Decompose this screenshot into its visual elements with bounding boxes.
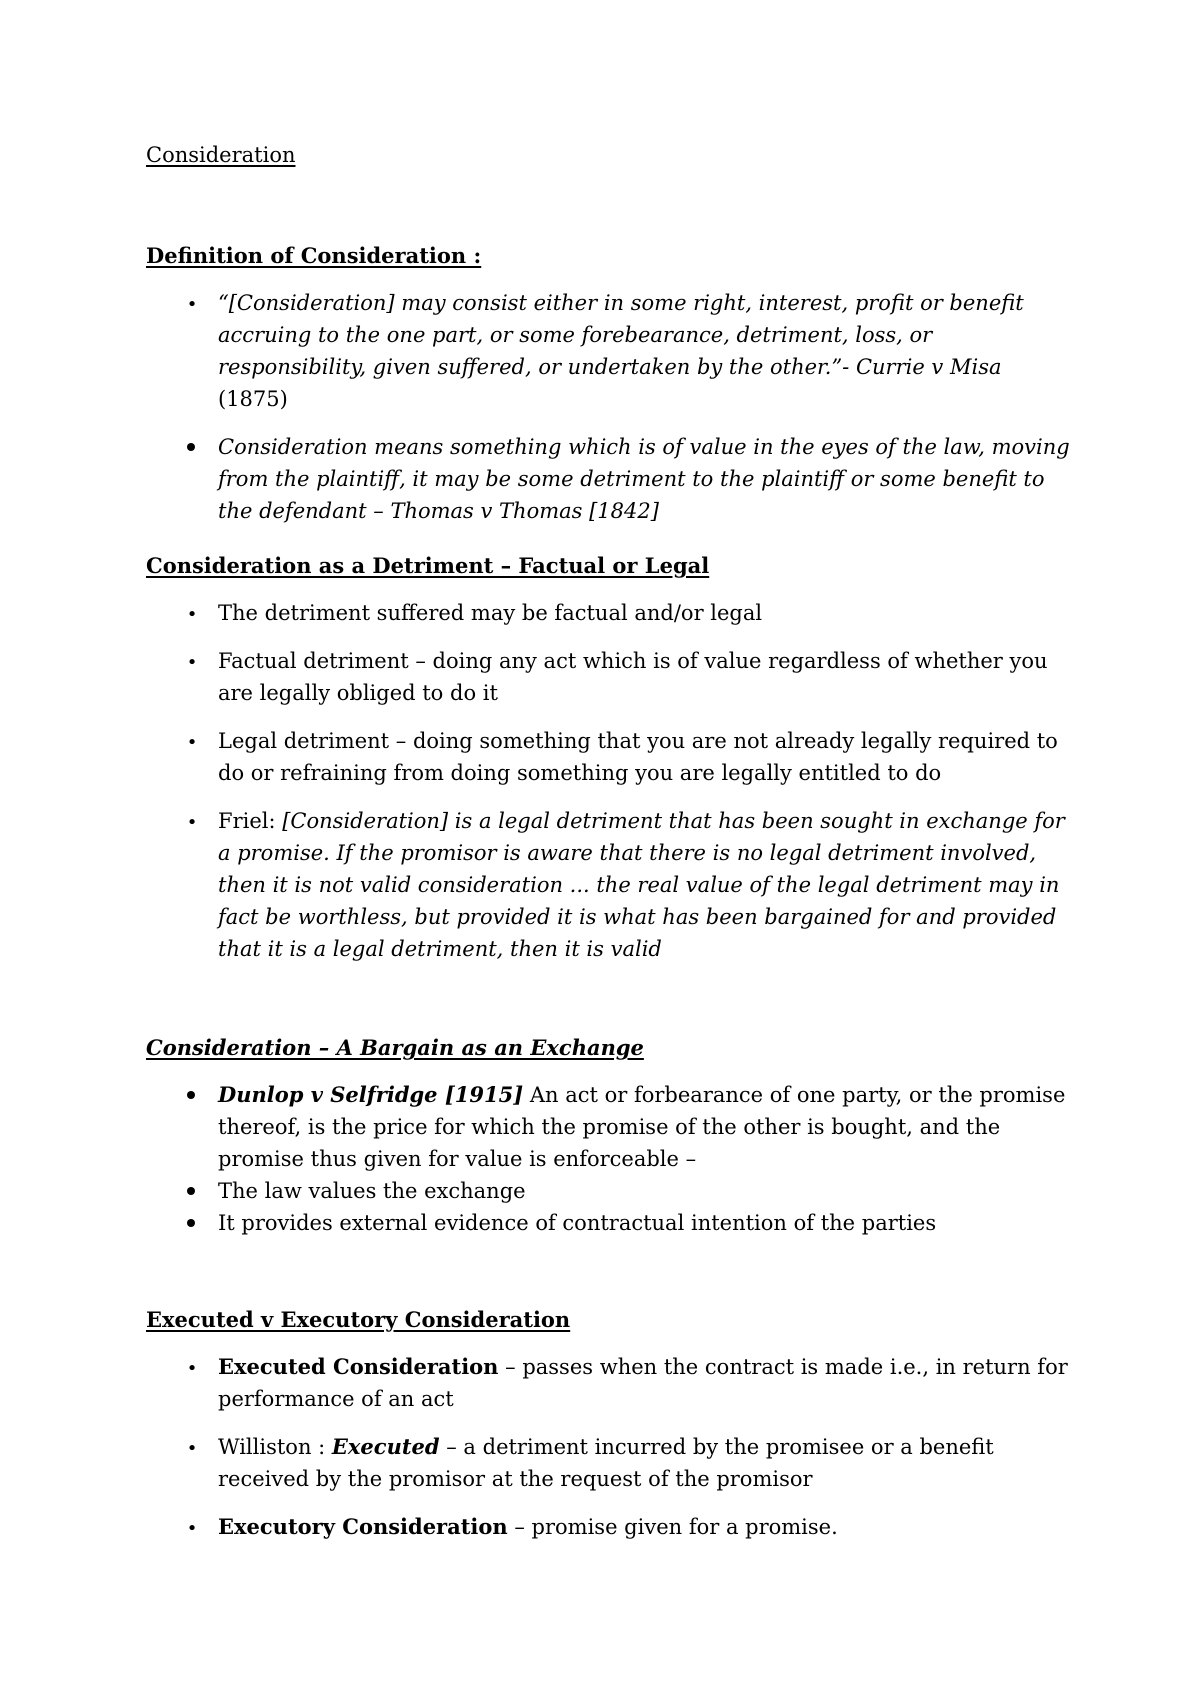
list-item [146, 1079, 1076, 1175]
detriment-item-2: Factual detriment – doing any act which is of value regardless of whether you are legally obliged to do it [218, 649, 1048, 705]
page-title: Consideration [146, 143, 296, 167]
dunlop-text: An act or forbearance of one party, or the promise thereof, is the price for which the promise of the other is bought, and the promise thus given for value is enforceable – [218, 1083, 1066, 1171]
list-item [146, 431, 1076, 527]
detriment-item-3: Legal detriment – doing something that you are not already legally required to do or refraining from doing something you are legally entitled to do [218, 729, 1058, 785]
bargain-item-2: The law values the exchange [218, 1179, 526, 1203]
list-item [146, 287, 1076, 415]
bullet-icon [184, 1511, 200, 1545]
executory-text: – promise given for a promise. [507, 1515, 838, 1539]
list-item [146, 1351, 1076, 1415]
thomas-quote: Consideration means something which is of value in the eyes of the law, moving from the plaintiff, it may be some detriment to the plaintiff or some benefit to the defendant – Thomas v Thomas [1842] [218, 435, 1070, 523]
list-item [146, 645, 1076, 709]
williston-term: Executed [331, 1434, 440, 1459]
friel-quote: [Consideration] is a legal detriment that has been sought in exchange for a promise. If the promisor is aware that there is no legal detriment involved, then it is not valid consideration ... the real value of the legal detriment may in fact be worthless, but provided it is what has been bargained for and provided that it is a legal detriment, then it is valid [218, 809, 1065, 961]
executed-list [146, 1351, 1076, 1559]
currie-quote: “[Consideration] may consist either in some right, interest, profit or benefit accruing to the one part, or some forebearance, detriment, loss, or responsibility, given suffered, or undertaken by the other.”- Currie v Misa [218, 291, 1024, 379]
list-item [146, 1175, 1076, 1207]
detriment-item-1: The detriment suffered may be factual and/or legal [218, 601, 763, 625]
bargain-heading: Consideration – A Bargain as an Exchange [146, 1035, 644, 1060]
williston-prefix: Williston : [218, 1435, 332, 1459]
currie-year: (1875) [218, 387, 288, 411]
bullet-icon [184, 287, 200, 321]
williston-text: – a detriment incurred by the promisee or a benefit received by the promisor at the request of the promisor [218, 1435, 994, 1491]
bullet-icon [184, 645, 200, 679]
executed-text: – passes when the contract is made i.e., in return for performance of an act [218, 1355, 1068, 1411]
friel-prefix: Friel: [218, 809, 283, 833]
bargain-item-3: It provides external evidence of contractual intention of the parties [218, 1211, 937, 1235]
bullet-icon [184, 1431, 200, 1465]
list-item [146, 1511, 1076, 1543]
list-item [146, 725, 1076, 789]
executory-term: Executory Consideration [218, 1514, 508, 1539]
executed-heading: Executed v Executory Consideration [146, 1307, 571, 1332]
bargain-list [146, 1079, 1076, 1239]
bullet-icon [184, 805, 200, 839]
list-item [146, 1431, 1076, 1495]
definition-heading: Definition of Consideration : [146, 243, 482, 268]
list-item [146, 597, 1076, 629]
executed-term: Executed Consideration [218, 1354, 499, 1379]
list-item [146, 1207, 1076, 1239]
bullet-icon [184, 725, 200, 759]
definition-list [146, 287, 1076, 543]
dunlop-case: Dunlop v Selfridge [1915] [218, 1082, 524, 1107]
detriment-heading: Consideration as a Detriment – Factual or Legal [146, 553, 710, 578]
list-item [146, 805, 1076, 965]
bullet-icon [184, 1351, 200, 1385]
detriment-list [146, 597, 1076, 981]
bullet-icon [184, 597, 200, 631]
